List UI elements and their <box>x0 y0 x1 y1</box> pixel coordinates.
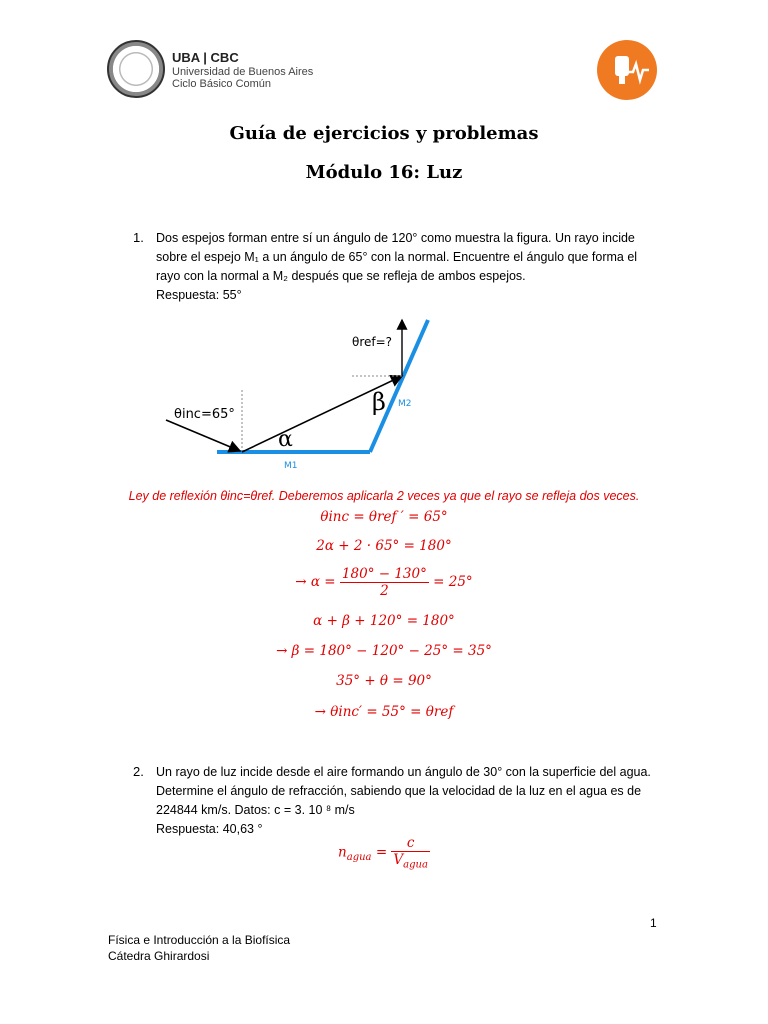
fraction-numerator: 180° − 130° <box>341 566 427 582</box>
incident-ray <box>166 420 240 451</box>
footer-course: Física e Introducción a la Biofísica <box>108 933 291 947</box>
problem-number: 1. <box>133 230 144 245</box>
label-m1: M1 <box>284 461 298 471</box>
equation-lhs: n <box>338 844 347 861</box>
equation-prefix: → α = <box>295 574 336 590</box>
page-subtitle: Módulo 16: Luz <box>305 162 463 183</box>
uba-title: UBA | CBC <box>172 50 239 65</box>
label-beta: β <box>372 388 386 416</box>
fraction-numerator: c <box>391 835 430 852</box>
label-theta-ref: θref=? <box>352 335 393 349</box>
equation-lhs-sub: agua <box>346 852 372 864</box>
fraction-denominator: 2 <box>380 583 389 599</box>
equation: θinc = θref ′ = 65° <box>320 509 448 525</box>
denominator-v: V <box>393 852 404 868</box>
label-alpha: α <box>278 427 293 452</box>
problem-line: sobre el espejo M₁ a un ángulo de 65° con la normal. Encuentre el ángulo que forma el <box>156 250 638 264</box>
uba-line-1: Universidad de Buenos Aires <box>172 66 314 78</box>
label-theta-inc: θinc=65° <box>174 407 235 422</box>
cbc-logo-icon <box>597 40 657 100</box>
problem-line: Dos espejos forman entre sí un ángulo de 120° como muestra la figura. Un rayo incide <box>156 231 635 245</box>
problem-text <box>156 763 666 839</box>
fraction-denominator <box>391 852 430 871</box>
fraction <box>391 835 430 871</box>
problem-text <box>156 229 666 305</box>
solution-note: Ley de reflexión θinc=θref. Deberemos aplicarla 2 veces ya que el rayo se refleja dos veces. <box>128 489 640 503</box>
equation: α + β + 120° = 180° <box>313 613 455 629</box>
uba-line-2: Ciclo Básico Común <box>172 78 272 90</box>
label-m2: M2 <box>398 399 412 409</box>
refraction-index-equation <box>0 835 768 871</box>
problem-line: Determine el ángulo de refracción, sabiendo que la velocidad de la luz en el agua es de <box>156 784 642 798</box>
equation: 35° + θ = 90° <box>336 673 432 689</box>
problem-answer: Respuesta: 55° <box>156 288 242 302</box>
problem-answer: Respuesta: 40,63 ° <box>156 822 263 836</box>
problem-line: rayo con la normal a M₂ después que se refleja de ambos espejos. <box>156 269 526 283</box>
denominator-sub: agua <box>403 859 428 871</box>
page-title: Guía de ejercicios y problemas <box>229 123 539 144</box>
problem-line: Un rayo de luz incide desde el aire formando un ángulo de 30° con la superficie del agua. <box>156 765 651 779</box>
mirrors-figure <box>160 312 460 482</box>
equals-sign: = <box>375 844 388 861</box>
equation: 2α + 2 · 65° = 180° <box>316 538 452 554</box>
problem-line: 224844 km/s. Datos: c = 3. 10 ⁸ m/s <box>156 803 355 817</box>
equation: → θinc′ = 55° = θref <box>314 704 454 720</box>
equation-fraction <box>0 566 768 599</box>
footer-chair: Cátedra Ghirardosi <box>108 949 210 963</box>
equation-suffix: = 25° <box>433 574 473 590</box>
page-number: 1 <box>650 916 657 930</box>
fraction <box>340 566 429 599</box>
university-seal-logo <box>107 40 165 98</box>
problem-number: 2. <box>133 764 144 779</box>
equation: → β = 180° − 120° − 25° = 35° <box>276 643 492 659</box>
